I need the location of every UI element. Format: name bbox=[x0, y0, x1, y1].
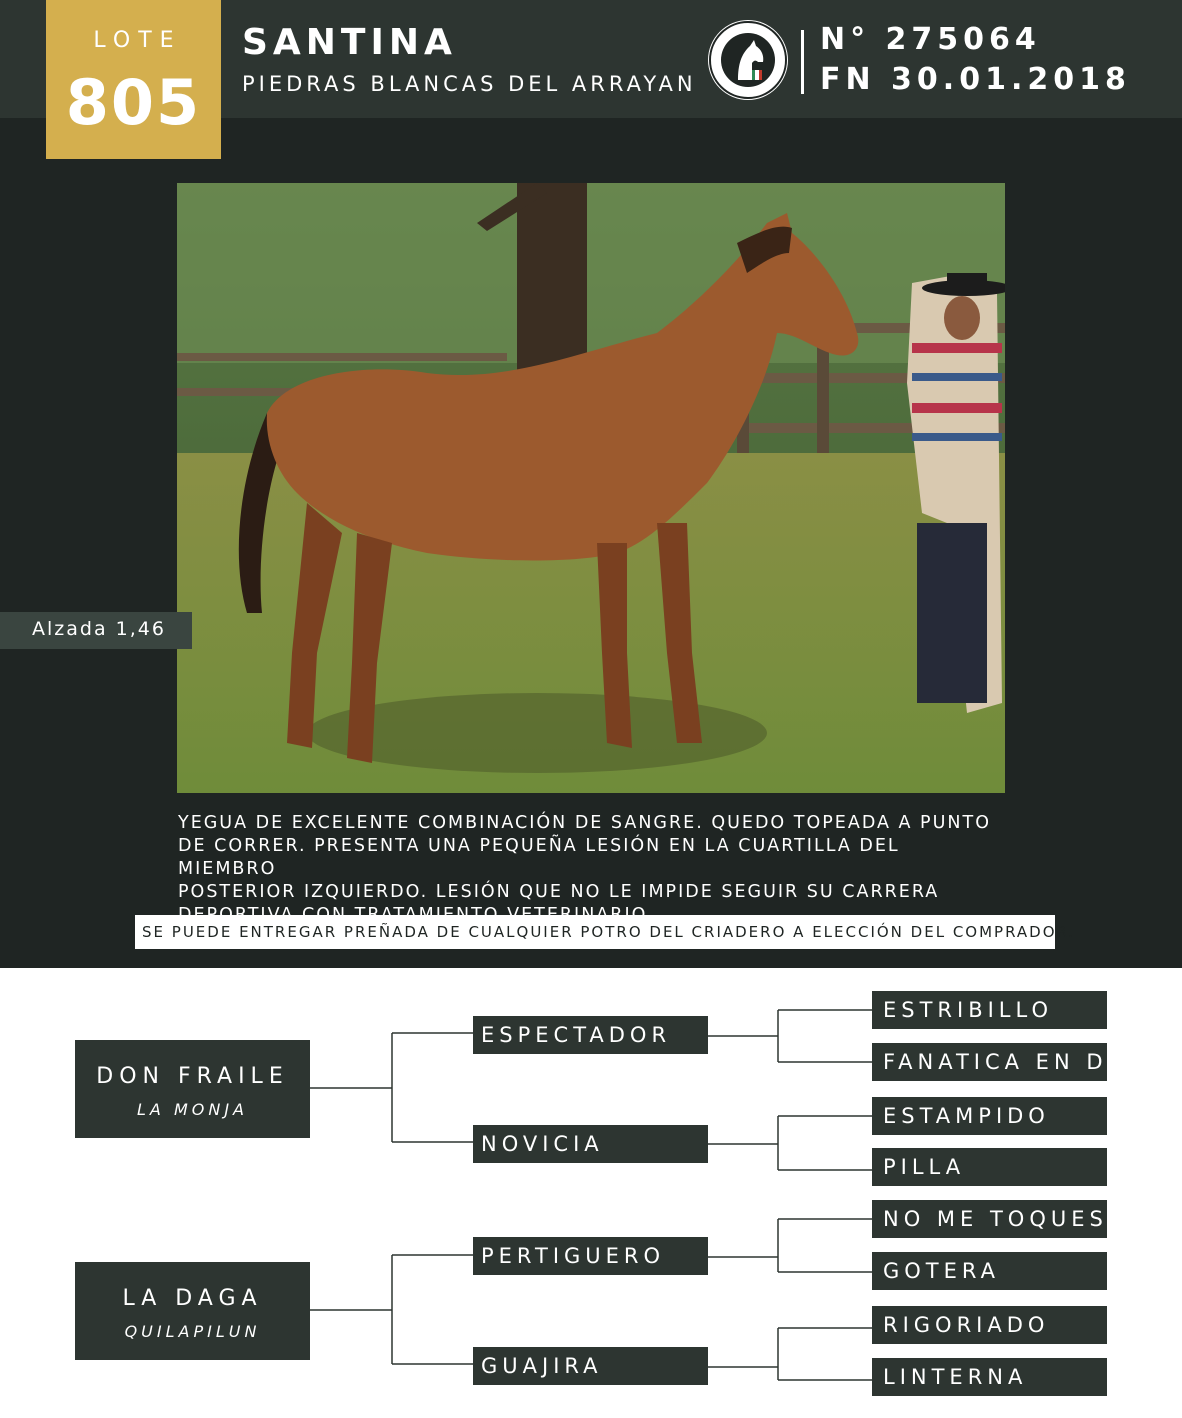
dam-box bbox=[75, 1262, 310, 1360]
dam-name: LA DAGA bbox=[122, 1286, 263, 1311]
grandparent-box: NOVICIA bbox=[473, 1125, 708, 1163]
great-grandparent-box: ESTRIBILLO bbox=[872, 991, 1107, 1029]
lote-number: 805 bbox=[65, 66, 202, 139]
breeder-name: PIEDRAS BLANCAS DEL ARRAYAN bbox=[242, 72, 697, 96]
dam-dam-name: QUILAPILUN bbox=[124, 1322, 261, 1341]
great-grandparent-box: GOTERA bbox=[872, 1252, 1107, 1290]
horse-name: SANTINA bbox=[242, 22, 457, 63]
description-line: DE CORRER. PRESENTA UNA PEQUEÑA LESIÓN EN LA CUARTILLA DEL MIEMBRO bbox=[178, 836, 900, 879]
sire-dam-name: LA MONJA bbox=[137, 1100, 248, 1119]
great-grandparent-box: PILLA bbox=[872, 1148, 1107, 1186]
description-line: YEGUA DE EXCELENTE COMBINACIÓN DE SANGRE. QUEDO TOPEADA A PUNTO bbox=[178, 813, 991, 833]
description-line: POSTERIOR IZQUIERDO. LESIÓN QUE NO LE IMPIDE SEGUIR SU CARRERA bbox=[178, 882, 940, 902]
grandparent-box: PERTIGUERO bbox=[473, 1237, 708, 1275]
great-grandparent-box: LINTERNA bbox=[872, 1358, 1107, 1396]
sale-note: SE PUEDE ENTREGAR PREÑADA DE CUALQUIER POTRO DEL CRIADERO A ELECCIÓN DEL COMPRADOR. bbox=[135, 915, 1055, 949]
great-grandparent-box: ESTAMPIDO bbox=[872, 1097, 1107, 1135]
height-badge: Alzada 1,46 bbox=[0, 612, 192, 649]
lote-label: LOTE bbox=[93, 28, 182, 53]
great-grandparent-box: NO ME TOQUES bbox=[872, 1200, 1107, 1238]
birth-date: FN 30.01.2018 bbox=[820, 62, 1131, 97]
grandparent-box: GUAJIRA bbox=[473, 1347, 708, 1385]
sire-name: DON FRAILE bbox=[96, 1064, 289, 1089]
grandparent-box: ESPECTADOR bbox=[473, 1016, 708, 1054]
sire-box bbox=[75, 1040, 310, 1138]
great-grandparent-box: FANATICA EN DGO bbox=[872, 1043, 1107, 1081]
registration-number: N° 275064 bbox=[820, 22, 1041, 57]
great-grandparent-box: RIGORIADO bbox=[872, 1306, 1107, 1344]
